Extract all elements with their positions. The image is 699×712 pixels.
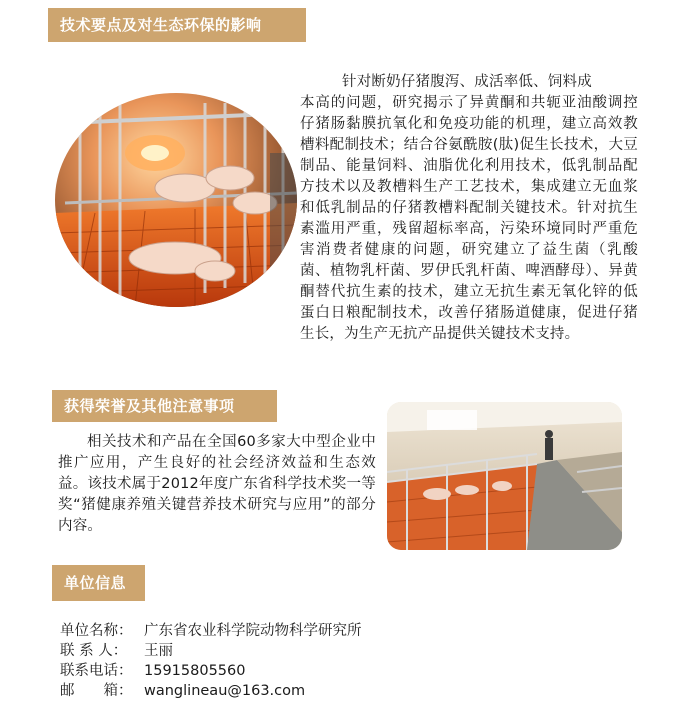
unit-name-label: 单位名称： xyxy=(60,623,133,639)
piglet-pen-illustration xyxy=(55,93,297,307)
section-tag-tech xyxy=(48,8,306,42)
section-title-honors: 获得荣誉及其他注意事项 xyxy=(64,397,235,415)
section-title-unit: 单位信息 xyxy=(64,574,127,592)
phone-label: 联系电话： xyxy=(60,663,133,679)
contact-label: 联 系 人： xyxy=(60,643,128,659)
phone-row xyxy=(60,661,245,681)
phone-value: 15915805560 xyxy=(144,663,246,679)
section-title-tech: 技术要点及对生态环保的影响 xyxy=(60,16,262,34)
email-value[interactable]: wanglineau@163.com xyxy=(144,683,306,699)
contact-value: 王丽 xyxy=(144,643,173,659)
honors-paragraph xyxy=(58,432,376,537)
contact-row xyxy=(60,641,173,661)
unit-name-row xyxy=(60,621,362,641)
tech-paragraph-body: 本高的问题，研究揭示了异黄酮和共轭亚油酸调控仔猪肠黏膜抗氧化和免疫功能的机理，建立高效教槽料配制技术；结合谷氨酰胺(肽)促生长技术，大豆制品、能量饲料、油脂优化利用技术，低乳制品配方技术以及教槽料生产工艺技术，集成建立无血浆和低乳制品的仔猪教槽料配制关键技术。针对抗生素滥用严重，残留超标率高，污染环境同时严重危害消费者健康的问题，研究建立了益生菌（乳酸菌、植物乳杆菌、罗伊氏乳杆菌、啤酒酵母）、异黄酮替代抗生素的技术，建立无抗生素无氧化锌的低蛋白日粮配制技术，改善仔猪肠道健康，促进仔猪生长，为生产无抗产品提供关键技术支持。 xyxy=(300,95,638,342)
unit-name-value: 广东省农业科学院动物科学研究所 xyxy=(144,623,362,639)
piglet-pen-photo xyxy=(55,93,297,307)
pig-barn-illustration xyxy=(387,402,622,550)
email-row xyxy=(60,681,305,701)
tech-paragraph xyxy=(300,72,638,345)
section-tag-honors xyxy=(52,390,277,422)
pig-barn-photo xyxy=(387,402,622,550)
email-label: 邮 箱： xyxy=(60,683,133,699)
section-tag-unit xyxy=(52,565,145,601)
tech-paragraph-first-line: 针对断奶仔猪腹泻、成活率低、饲料成 xyxy=(342,74,592,90)
honors-paragraph-text: 相关技术和产品在全国60多家大中型企业中推广应用，产生良好的社会经济效益和生态效益。该技术属于2012年度广东省科学技术奖一等奖“猪健康养殖关键营养技术研究与应用”的部分内容。 xyxy=(58,434,376,534)
